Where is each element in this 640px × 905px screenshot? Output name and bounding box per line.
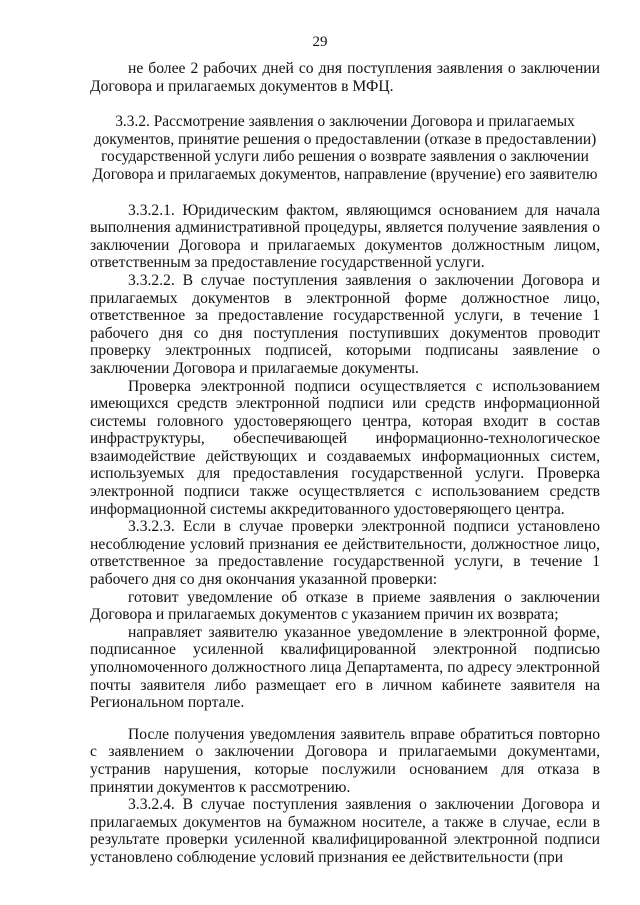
section-heading: 3.3.2. Рассмотрение заявления о заключении Договора и прилагаемых документов, принятие решения о предоставлении (отказе в предоставлении) государственной услуги либо решения о возврате заявления о заключении Договора и прилагаемых документов, направление (вручение) его заявителю — [92, 113, 598, 183]
paragraph-continuation: не более 2 рабочих дней со дня поступления заявления о заключении Договора и прилагаемых документов в МФЦ. — [90, 60, 600, 95]
paragraph-3-3-2-1: 3.3.2.1. Юридическим фактом, являющимся основанием для начала выполнения административной процедуры, является получение заявления о заключении Договора и прилагаемых документов должностным лицом, ответственным за предоставление государственной услуги. — [90, 201, 600, 272]
document-body — [90, 60, 600, 867]
page-number: 29 — [312, 34, 328, 50]
paragraph-3-3-2-3: 3.3.2.3. Если в случае проверки электронной подписи установлено несоблюдение условий признания ее действительности, должностное лицо, ответственное за предоставление государственной услуги, в течение 1 рабочего дня со дня окончания указанной проверки: — [90, 518, 600, 589]
paragraph-after-notice: После получения уведомления заявитель вправе обратиться повторно с заявлением о заключении Договора и прилагаемыми документами, устранив нарушения, которые послужили основанием для отказа в принятии документов к рассмотрению. — [90, 725, 600, 796]
paragraph-prepares-notice: готовит уведомление об отказе в приеме заявления о заключении Договора и прилагаемых документов с указанием причин их возврата; — [90, 588, 600, 624]
paragraph-3-3-2-4: 3.3.2.4. В случае поступления заявления о заключении Договора и прилагаемых документов на бумажном носителе, а также в случае, если в результате проверки усиленной квалифицированной электронной подписи установлено соблюдение условий признания ее действительности (при — [90, 796, 600, 866]
paragraph-signature-check: Проверка электронной подписи осуществляется с использованием имеющихся средств электронной подписи или средств информационной системы головного удостоверяющего центра, которая входит в состав инфраструктуры, обеспечивающей информационно-технологическое взаимодействие действующих и создаваемых информационных систем, используемых для предоставления государственной услуги. Проверка электронной подписи также осуществляется с использованием средств информационной системы аккредитованного удостоверяющего центра. — [90, 377, 600, 518]
paragraph-sends-notice: направляет заявителю указанное уведомление в электронной форме, подписанное усиленной квалифицированной электронной подписью уполномоченного должностного лица Департамента, по адресу электронной почты заявителя либо размещает его в личном кабинете заявителя на Региональном портале. — [90, 623, 600, 712]
paragraph-3-3-2-2: 3.3.2.2. В случае поступления заявления о заключении Договора и прилагаемых документов в электронной форме должностное лицо, ответственное за предоставление государственной услуги, в течение 1 рабочего дня со дня поступления поступивших документов проводит проверку электронных подписей, которыми подписаны заявление о заключении Договора и прилагаемые документы. — [90, 271, 600, 377]
